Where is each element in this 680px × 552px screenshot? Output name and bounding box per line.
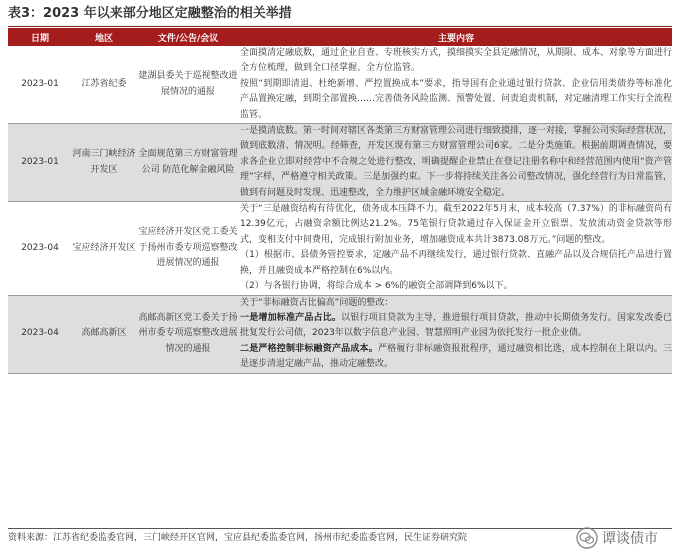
table-row	[8, 46, 672, 124]
measures-table	[8, 28, 672, 374]
watermark	[576, 526, 658, 550]
row-content	[240, 295, 672, 373]
header-content: 主要内容	[240, 28, 672, 46]
row-document: 全面规范第三方财富管理公司 防范化解金融风险	[136, 124, 240, 202]
header-date: 日期	[8, 28, 72, 46]
row-date: 2023-04	[8, 202, 72, 295]
wechat-logo-icon	[576, 527, 598, 549]
header-region: 地区	[72, 28, 136, 46]
table-title: 表3：2023 年以来部分地区定融整治的相关举措	[8, 6, 292, 21]
content-paragraph: （2）与各银行协调，将综合成本 > 6%的融资全部调降到6%以下。	[240, 281, 513, 292]
content-paragraph: 一是增加标准产品占比。以银行项目贷款为主导，推进银行项目贷款，推动中长期债务发行。国家发改委已批复发行公司债，2023年以数字信息产业园、智慧照明产业园为依托发行一批企业债。	[240, 312, 672, 339]
content-paragraph: 一是摸清底数。第一时间对辖区各类第三方财富管理公司进行细致摸排，逐一对接，掌握公司实际经营状况，做到底数清、情况明。经筛查，开发区现有第三方财富管理公司6家。二是分类施策。根据前期调查情况，要求各企业立即对经营中不合规之处进行整改，明确提醒企业禁止在登记注册名称中和经营范围内使用“资产管理”字样，严格遵守相关政策。三是加强约束。下一步将持续关注各公司整改情况，强化经营行为日常监管，做到有问题及时发现、迅速整改，全力维护区域金融环境安全稳定。	[240, 126, 673, 198]
row-date: 2023-01	[8, 124, 72, 202]
row-content	[240, 46, 672, 124]
row-content	[240, 202, 672, 295]
watermark-text: 谭谈债市	[602, 531, 658, 547]
row-date: 2023-01	[8, 46, 72, 124]
content-paragraph: 关于“三是融资结构有待优化，债务成本压降不力。截至2022年5月末，成本较高（7.37%）的非标融资尚有12.39亿元，占融资余额比例达21.2%。75笔银行贷款通过存入保证金开立银票、发放流动资金贷款等形式，变相支付中间费用，完成银行附加业务，增加融资成本共计3873.08万元。”问题的整改。	[240, 204, 672, 245]
table-row	[8, 295, 672, 373]
source-rule	[8, 528, 672, 529]
row-date: 2023-04	[8, 295, 72, 373]
row-region: 江苏省纪委	[72, 46, 136, 124]
header-document: 文件/公告/会议	[136, 28, 240, 46]
bold-lead: 二是严格控制非标融资产品成本。	[240, 343, 378, 354]
content-paragraph: （1）根据市、县债务管控要求，定融产品不再继续发行，通过银行贷款、直融产品以及合规信托产品进行置换，并且融资成本严格控制在6%以内。	[240, 250, 672, 276]
row-document: 建湖县委关于巡视整改进展情况的通报	[136, 46, 240, 124]
source-note: 资料来源：江苏省纪委监委官网，三门峡经开区官网，宝应县纪委监委官网，扬州市纪委监委官网，民生证券研究院	[8, 533, 468, 543]
row-content	[240, 124, 672, 202]
table-row	[8, 124, 672, 202]
row-document: 宝应经济开发区党工委关于扬州市委专项巡察整改进展情况的通报	[136, 202, 240, 295]
content-paragraph: 关于“非标融资占比偏高”问题的整改：	[240, 297, 394, 308]
row-document: 高邮高新区党工委关于扬州市委专项巡察整改进展情况的通报	[136, 295, 240, 373]
row-region: 河南三门峡经济开发区	[72, 124, 136, 202]
content-paragraph: 按照“到期即清退、杜绝新增、严控置换成本”要求，指导国有企业通过银行贷款、企业信用类债券等标准化产品置换定融，到期全部置换……完善债务风险监测、预警处置、问责追责机制，对定融清理工作实行全流程监管。	[240, 78, 673, 120]
title-rule	[8, 26, 672, 27]
row-region: 高邮高新区	[72, 295, 136, 373]
table-header-row	[8, 28, 672, 46]
row-region: 宝应经济开发区	[72, 202, 136, 295]
bold-lead: 一是增加标准产品占比。	[240, 312, 342, 323]
content-paragraph: 二是严格控制非标融资产品成本。严格履行非标融资报批程序，通过融资相比选，成本控制在上限以内。三是逐步清退定融产品，推动定融整改。	[240, 343, 672, 370]
table-row	[8, 202, 672, 295]
content-paragraph: 全面摸清定融底数，通过企业自查、专班核实方式，摸细摸实全县定融情况，从期限、成本、对象等方面进行全方位梳理，做到全口径掌握、全方位监管。	[240, 48, 673, 74]
